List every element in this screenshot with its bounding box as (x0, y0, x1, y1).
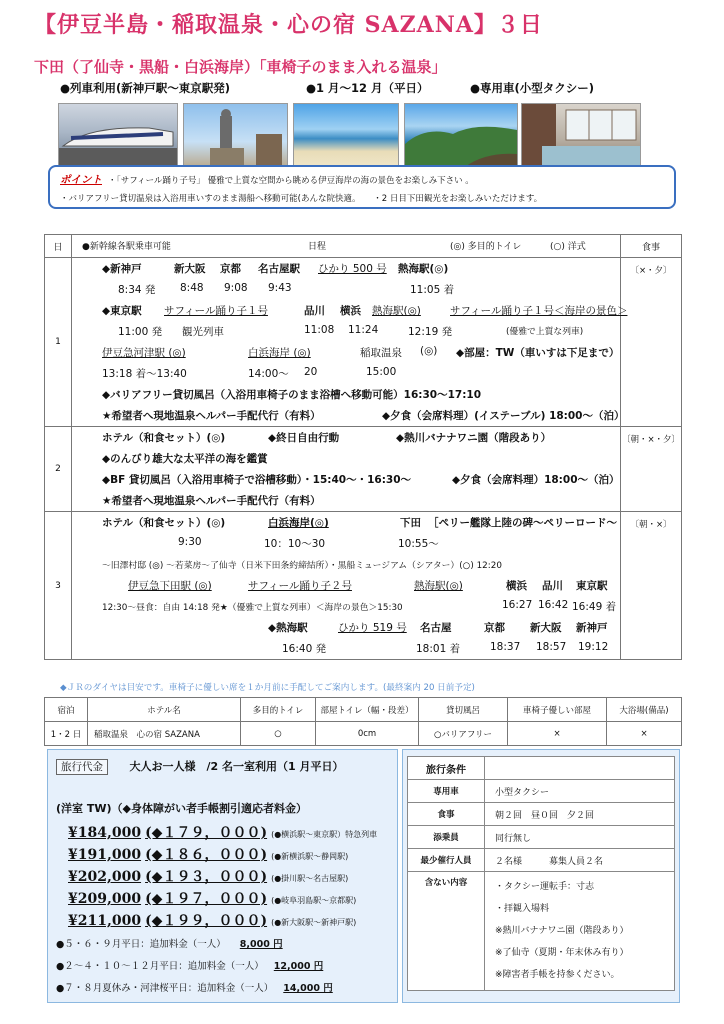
hotel-cell: 0cm (316, 722, 419, 746)
hotel-header: 大浴場(備品) (607, 698, 682, 722)
fare-extra-label: ●２〜４・１０〜１２月平日：追加料金（一人） (56, 961, 264, 972)
fare-headline: 大人お一人様 /2 名一室利用（1 月平日） (129, 760, 344, 773)
condition-value: ※了仙寺（夏期・年末休み有り） (495, 948, 629, 958)
fare-row (56, 866, 348, 886)
day-1-itinerary (72, 258, 628, 427)
hotel-header: 部屋トイレ（幅・段差） (316, 698, 419, 722)
d1-l4-e: 12:19 発 (408, 326, 453, 338)
fare-route: (●新横浜駅〜静岡駅) (271, 852, 349, 861)
points-line-2 (60, 192, 542, 204)
d1-l2-d: 9:43 (268, 282, 292, 294)
d3-l5-a: 12:30〜昼食：自由 14:18 発★（優雅で上質な列車）＜海岸の景色＞15:30 (102, 603, 403, 613)
fare-extra (56, 980, 333, 994)
fare-extra-label: ●５・６・９月平日：追加料金（一人） (56, 939, 226, 950)
day-row-1 (45, 258, 682, 427)
conditions-table (407, 756, 675, 991)
d1-l5-c: 稲取温泉 (360, 347, 402, 359)
fare-price: ¥184,000 (68, 825, 142, 841)
condition-key: 最少催行人員 (408, 849, 485, 872)
header-meal: 食事 (621, 235, 682, 258)
fare-price: ¥191,000 (68, 847, 142, 863)
d1-l4-b: 観光列車 (182, 326, 224, 338)
d3-l7-b: 18:01 着 (416, 643, 461, 655)
info-vehicle: ●専用車(小型タクシー) (470, 81, 595, 95)
hotel-header: ホテル名 (88, 698, 241, 722)
d2-l1-c: ◆熱川バナナワニ園（階段あり） (396, 432, 552, 444)
d1-l4-c: 11:08 (304, 324, 335, 336)
d3-l4-e: 品川 (542, 580, 563, 592)
d1-l1-d: 名古屋駅 (258, 263, 300, 275)
condition-key: 食事 (408, 803, 485, 826)
d1-l3-a: ◆東京駅 (102, 305, 142, 317)
condition-row (408, 872, 675, 991)
header-toilet: (◎) 多目的トイレ (450, 242, 522, 252)
d3-l6-f: 新神戸 (576, 622, 608, 634)
schedule-header (45, 235, 682, 258)
header-itinerary-cell (72, 235, 621, 258)
d3-l2-b: 10：10〜30 (264, 538, 326, 550)
condition-value: 小型タクシー (485, 780, 675, 803)
d1-l3-b: サフィール踊り子１号 (164, 305, 268, 317)
points-text-2a: ・バリアフリー貸切温泉は入浴用車いすのまま湯船へ移動可能(あんな院快適。 (60, 194, 357, 204)
fare-label: 旅行代金 (56, 759, 108, 775)
d2-l1-a: ホテル（和食セット）(◎) (102, 432, 226, 444)
fare-discount: (◆１９９，０００) (145, 913, 268, 929)
hotel-cell: ○バリアフリー (419, 722, 508, 746)
condition-value: ・タクシー運転手：寸志 (495, 882, 595, 892)
d3-l7-d: 18:57 (536, 641, 567, 653)
hotel-cell: × (607, 722, 682, 746)
day-row-2 (45, 427, 682, 512)
fare-extra-amount: 8,000 円 (239, 939, 283, 950)
d1-l2-a: 8:34 発 (118, 284, 156, 296)
d3-l4-d: 横浜 (506, 580, 527, 592)
condition-key: 含ない内容 (408, 872, 485, 991)
conditions-title-blank (485, 757, 675, 780)
fare-route: (●岐阜羽島駅〜京都駅) (271, 896, 357, 905)
hotel-cell: × (508, 722, 607, 746)
hotel-table (44, 697, 682, 746)
hotel-cell: 稲取温泉 心の宿 SAZANA (88, 722, 241, 746)
hotel-cell: 1・2 日 (45, 722, 88, 746)
d3-l7-e: 19:12 (578, 641, 609, 653)
points-box (48, 165, 676, 209)
d1-l5-a: 伊豆急河津駅 (◎) (102, 347, 186, 359)
condition-key: 専用車 (408, 780, 485, 803)
d3-l1-b: 白浜海岸(◎) (268, 517, 329, 529)
fare-discount: (◆１９７，０００) (145, 891, 268, 907)
fare-row (56, 822, 377, 842)
day-3-itinerary (72, 512, 621, 660)
d1-l3-e: 熱海駅(◎) (372, 305, 421, 317)
fare-room: (洋室 TW)（◆身体障がい者手帳割引適応者料金） (56, 802, 307, 815)
fare-discount: (◆１９３，０００) (145, 869, 268, 885)
day-number: 3 (45, 512, 72, 660)
d1-l1-a: ◆新神戸 (102, 263, 142, 275)
condition-value: ※障害者手帳を持参ください。 (495, 970, 620, 980)
condition-value: ・拝観入場料 (495, 904, 550, 914)
d1-l4-d: 11:24 (348, 324, 379, 336)
fare-extra-amount: 14,000 円 (283, 983, 333, 994)
d3-l4-a: 伊豆急下田駅 (◎) (128, 580, 212, 592)
coast-photo (404, 103, 518, 168)
condition-row (408, 849, 675, 872)
schedule-table (44, 234, 682, 660)
fare-route: (●新大阪駅〜新神戸駅) (271, 918, 357, 927)
d3-l5-c: 16:42 (538, 599, 569, 611)
day-2-meal: 〔朝・×・夕〕 (621, 427, 682, 512)
train-photo (58, 103, 178, 168)
header-shinkansen: ●新幹線各駅乗車可能 (82, 242, 171, 252)
info-train: ●列車利用(新神戸駅〜東京駅発) (60, 81, 231, 95)
d3-l5-d: 16:49 着 (572, 601, 617, 613)
day-number: 2 (45, 427, 72, 512)
d1-l4-a: 11:00 発 (118, 326, 163, 338)
d1-l3-c: 品川 (304, 305, 325, 317)
condition-key: 添乗員 (408, 826, 485, 849)
statue-photo (183, 103, 288, 168)
d3-l1-d: ［ペリー艦隊上陸の碑〜ペリーロード〜 (428, 517, 617, 529)
d1-l6-c: 20 (304, 366, 318, 378)
hotel-header: 多目的トイレ (241, 698, 316, 722)
d1-l7: ◆バリアフリー貸切風呂（入浴用車椅子のまま浴槽へ移動可能）16:30〜17:10 (102, 389, 481, 401)
condition-row (408, 780, 675, 803)
d1-l6-b: 14:00〜 (248, 368, 289, 380)
d2-l4: ★希望者へ現地温泉ヘルパー手配代行（有料） (102, 495, 321, 507)
d1-l8-b: ◆夕食（会席料理）(イステーブル) 18:00〜（泊） (382, 410, 625, 422)
hotel-header: 宿泊 (45, 698, 88, 722)
d3-l4-b: サフィール踊り子２号 (248, 580, 352, 592)
condition-value-list (485, 872, 675, 991)
d2-l1-b: ◆終日自由行動 (268, 432, 340, 444)
d3-l1-a: ホテル（和食セット）(◎) (102, 517, 226, 529)
d3-l6-e: 新大阪 (530, 622, 562, 634)
bath-photo (521, 103, 641, 168)
hotel-header: 車椅子優しい部屋 (508, 698, 607, 722)
condition-row (408, 826, 675, 849)
d3-l2-c: 10:55〜 (398, 538, 439, 550)
condition-value: 同行無し (485, 826, 675, 849)
page-subtitle: 下田（了仙寺・黒船・白浜海岸）「車椅子のまま入れる温泉」 (34, 58, 447, 76)
header-western: (○) 洋式 (550, 242, 586, 252)
fare-headline-line (56, 758, 343, 774)
d3-l6-c: 名古屋 (420, 622, 452, 634)
jr-note: ◆ＪＲのダイヤは目安です。車椅子に優しい席を１か月前に手配してご案内します。(最終案内 20 日前予定) (60, 683, 475, 693)
d1-l3-f: サフィール踊り子１号＜海岸の景色＞ (450, 305, 628, 317)
hotel-row (45, 722, 682, 746)
d3-l7-c: 18:37 (490, 641, 521, 653)
fare-row (56, 844, 348, 864)
d1-l2-e: 11:05 着 (410, 284, 455, 296)
conditions-box (402, 749, 680, 1003)
fare-route: (●掛川駅〜名古屋駅) (271, 874, 349, 883)
fare-extra (56, 958, 323, 972)
d3-l6-d: 京都 (484, 622, 505, 634)
d1-l5-e: ◆部屋：TW（車いすは下足まで） (456, 347, 620, 359)
conditions-label: 旅行条件 (408, 757, 485, 780)
d1-l4-f: (優雅で上質な列車) (506, 327, 584, 337)
fare-extra-label: ●７・８月夏休み・河津桜平日：追加料金（一人） (56, 983, 274, 994)
condition-row (408, 803, 675, 826)
d1-l5-b: 白浜海岸 (◎) (248, 347, 311, 359)
beach-photo (293, 103, 399, 168)
fare-discount: (◆１８６，０００) (145, 847, 268, 863)
d1-l1-b: 新大阪 (174, 263, 206, 275)
day-number: 1 (45, 258, 72, 427)
fare-route: (●横浜駅〜東京駅）特急列車 (271, 830, 378, 839)
hotel-cell: ○ (241, 722, 316, 746)
fare-price: ¥211,000 (68, 913, 142, 929)
fare-discount: (◆１７９，０００) (145, 825, 268, 841)
day-row-3 (45, 512, 682, 660)
d3-l4-f: 東京駅 (576, 580, 608, 592)
page-title: 【伊豆半島・稲取温泉・心の宿 SAZANA】３日 (34, 12, 543, 38)
d2-l2: ◆のんびり雄大な太平洋の海を鑑賞 (102, 453, 268, 465)
d2-l3-a: ◆BF 貸切風呂（入浴用車椅子で浴槽移動）・15:40〜・16:30〜 (102, 474, 412, 486)
condition-value: 朝２回 昼０回 夕２回 (485, 803, 675, 826)
day-3-meal: 〔朝・×〕 (621, 512, 682, 660)
condition-value: ２名様 募集人員２名 (485, 849, 675, 872)
d3-l1-c: 下田 (400, 517, 421, 529)
day-1-meal: 〔×・夕〕 (621, 258, 682, 427)
d1-l1-e: ひかり 500 号 (318, 263, 387, 275)
d1-l3-d: 横浜 (340, 305, 361, 317)
hotel-header-row (45, 698, 682, 722)
d3-l3: 〜旧澤村邸 (◎) 〜若菜房〜了仙寺（日米下田条約締結所）・黒船ミュージアム（シアター）(○) 12:20 (102, 561, 502, 571)
info-season: ●1 月〜12 月（平日） (306, 81, 429, 95)
d3-l5-b: 16:27 (502, 599, 533, 611)
d3-l6-b: ひかり 519 号 (338, 622, 407, 634)
d3-l6-a: ◆熱海駅 (268, 622, 308, 634)
d1-l6-d: 15:00 (366, 366, 397, 378)
d2-l3-b: ◆夕食（会席料理）18:00〜（泊） (452, 474, 620, 486)
header-day: 日 (45, 235, 72, 258)
d3-l2-a: 9:30 (178, 536, 202, 548)
d1-l1-f: 熱海駅(◎) (398, 263, 449, 275)
points-text-2b: ・2 日目下田観光をお楽しみいただけます。 (373, 194, 543, 204)
condition-value: ※熱川バナナワニ園（階段あり） (495, 926, 629, 936)
points-line-1 (60, 172, 474, 187)
d3-l4-c: 熱海駅(◎) (414, 580, 463, 592)
d1-l2-c: 9:08 (224, 282, 248, 294)
d3-l7-a: 16:40 発 (282, 643, 327, 655)
fare-extra-amount: 12,000 円 (273, 961, 324, 972)
d1-l6-a: 13:18 着〜13:40 (102, 368, 187, 380)
conditions-title-row (408, 757, 675, 780)
fare-box (47, 749, 398, 1003)
d1-l8-a: ★希望者へ現地温泉ヘルパー手配代行（有料） (102, 410, 321, 422)
hotel-header: 貸切風呂 (419, 698, 508, 722)
points-label: ポイント (60, 174, 102, 186)
fare-extra (56, 936, 283, 950)
fare-row (56, 888, 356, 908)
day-2-itinerary (72, 427, 621, 512)
d1-l2-b: 8:48 (180, 282, 204, 294)
fare-row (56, 910, 356, 930)
d1-l5-d: (◎) (420, 345, 438, 357)
fare-price: ¥209,000 (68, 891, 142, 907)
d1-l1-c: 京都 (220, 263, 241, 275)
fare-price: ¥202,000 (68, 869, 142, 885)
header-itinerary: 日程 (308, 242, 327, 252)
points-text-1: ・「サフィール踊り子号」 優雅で上質な空間から眺める伊豆海岸の海の景色をお楽しみ下さい 。 (108, 176, 474, 186)
